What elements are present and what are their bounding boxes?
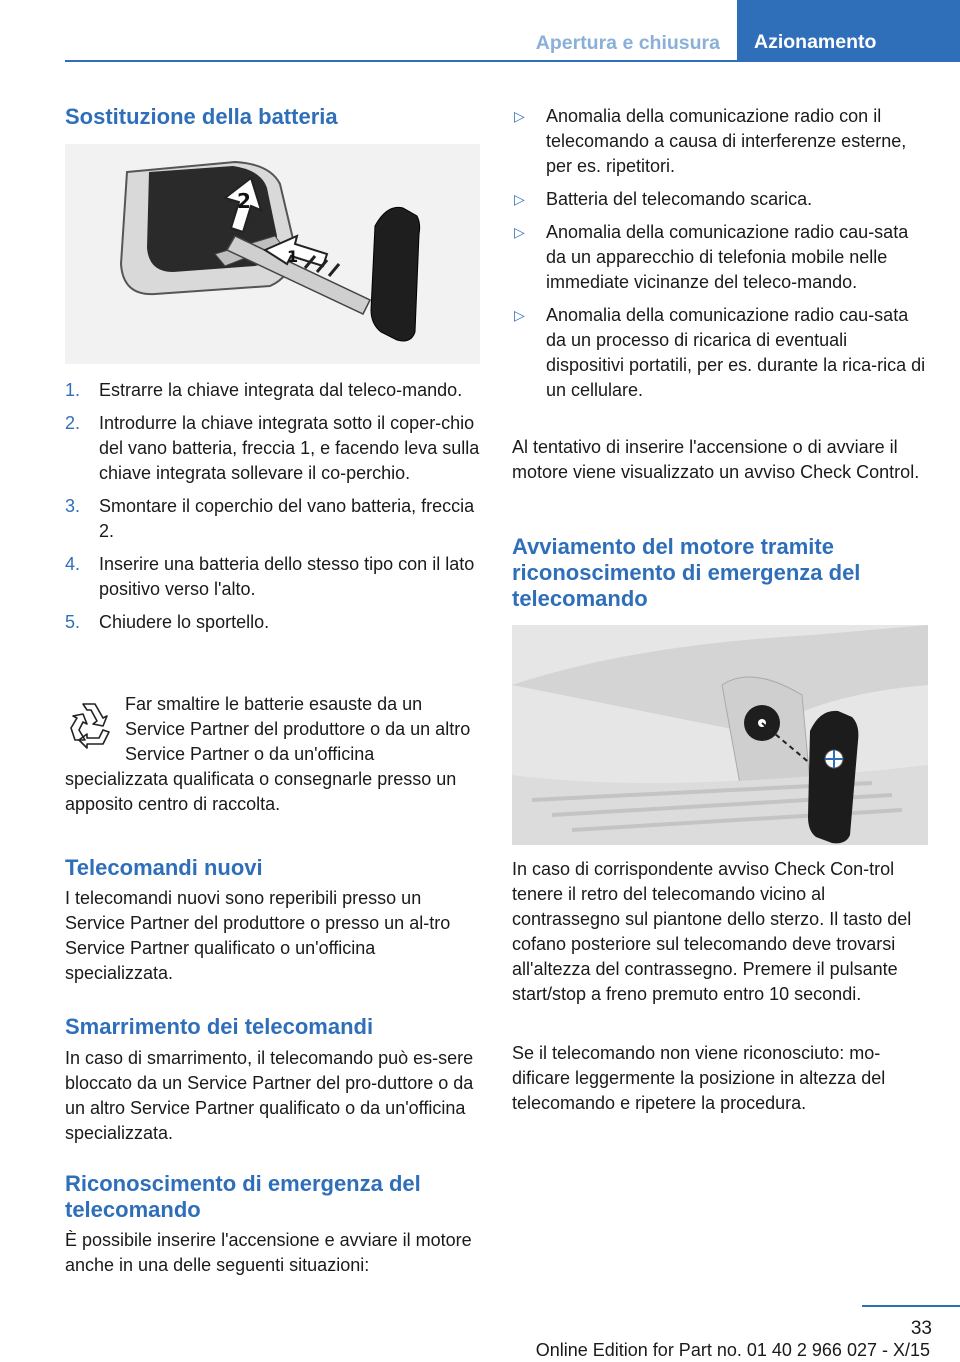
arrow-2-label: 2 — [237, 189, 251, 213]
new-remotes-title: Telecomandi nuovi — [65, 855, 263, 880]
list-item: ▷ Anomalia della comunicazione radio con il telecomando a causa di interferenze esterne, per es. ripetitori. — [514, 106, 907, 176]
bullet-triangle-icon: ▷ — [514, 224, 525, 240]
edition-footer: Online Edition for Part no. 01 40 2 966 027 - X/15 — [535, 1340, 930, 1360]
bullet-triangle-icon: ▷ — [514, 108, 525, 124]
battery-steps-list — [65, 378, 480, 643]
recycling-icon — [65, 698, 115, 752]
key-battery-illustration — [65, 144, 480, 364]
recycling-note — [65, 692, 480, 817]
bullet-triangle-icon: ▷ — [514, 307, 525, 323]
page-number: 33 — [910, 1318, 932, 1339]
new-remotes-text: I telecomandi nuovi sono reperibili presso un Service Partner del produttore o presso un al-tro Service Partner qualificato o un'officina specializzata. — [65, 888, 451, 983]
list-item: ▷ Batteria del telecomando scarica. — [512, 187, 930, 212]
list-item: 4. Inserire una batteria dello stesso tipo con il lato positivo verso l'alto. — [65, 554, 475, 599]
emergency-title: Riconoscimento di emergenza del telecomando — [65, 1171, 421, 1222]
list-item: 2. Introdurre la chiave integrata sotto il coper-chio del vano batteria, freccia 1, e facendo leva sulla chiave integrata sollevare il co-perchio. — [65, 413, 480, 483]
header-rule — [65, 60, 960, 62]
battery-title: Sostituzione della batteria — [65, 104, 338, 129]
recycling-note-text: Far smaltire le batterie esauste da un Service Partner del produttore o da un altro Service Partner o da un'officina specializzata qualificata o consegnarle presso un apposito centro di raccolta. — [65, 694, 471, 814]
list-item: 5. Chiudere lo sportello. — [65, 612, 270, 632]
lost-remotes-title: Smarrimento dei telecomandi — [65, 1014, 374, 1039]
emergency-text: È possibile inserire l'accensione e avviare il motore anche in una delle seguenti situazioni: — [65, 1230, 472, 1275]
list-item: 3. Smontare il coperchio del vano batteria, freccia 2. — [65, 496, 475, 541]
start-text-2: Se il telecomando non viene riconosciuto: mo-dificare leggermente la posizione in altezza del telecomando e ripetere la procedura. — [512, 1043, 886, 1113]
start-title: Avviamento del motore tramite riconoscimento di emergenza del telecomando — [512, 534, 861, 611]
arrow-1-label: 1 — [287, 247, 299, 266]
check-control-text: Al tentativo di inserire l'accensione o di avviare il motore viene visualizzato un avviso Check Control. — [512, 437, 920, 482]
section-label: Apertura e chiusura — [535, 32, 720, 54]
page-header — [0, 0, 960, 62]
list-item: ▷ Anomalia della comunicazione radio cau-sata da un processo di ricarica di eventuali dispositivi portatili, per es. durante la rica-rica di un cellulare. — [514, 305, 926, 400]
lost-remotes-text: In caso di smarrimento, il telecomando può es-sere bloccato da un Service Partner del pro-duttore o da un altro Service Partner qualificato o da un'officina specializzata. — [65, 1048, 474, 1143]
key-battery-figure — [65, 144, 480, 364]
steering-column-illustration — [512, 625, 928, 845]
bullet-triangle-icon: ▷ — [514, 191, 525, 207]
list-item: 1. Estrarre la chiave integrata dal teleco-mando. — [65, 380, 463, 400]
situations-list — [512, 104, 930, 411]
list-item: ▷ Anomalia della comunicazione radio cau-sata da un apparecchio di telefonia mobile nelle immediate vicinanze del teleco-mando. — [514, 222, 909, 292]
steering-column-figure — [512, 625, 928, 845]
start-text-1: In caso di corrispondente avviso Check Con-trol tenere il retro del telecomando vicino al contrassegno sul piantone dello sterzo. Il tasto del cofano posteriore sul telecomando deve trovarsi all'altezza del contrassegno. Premere il pulsante start/stop a freno premuto entro 10 secondi. — [512, 859, 912, 1004]
chapter-tab: Azionamento — [737, 0, 960, 60]
footer-rule — [862, 1305, 960, 1307]
